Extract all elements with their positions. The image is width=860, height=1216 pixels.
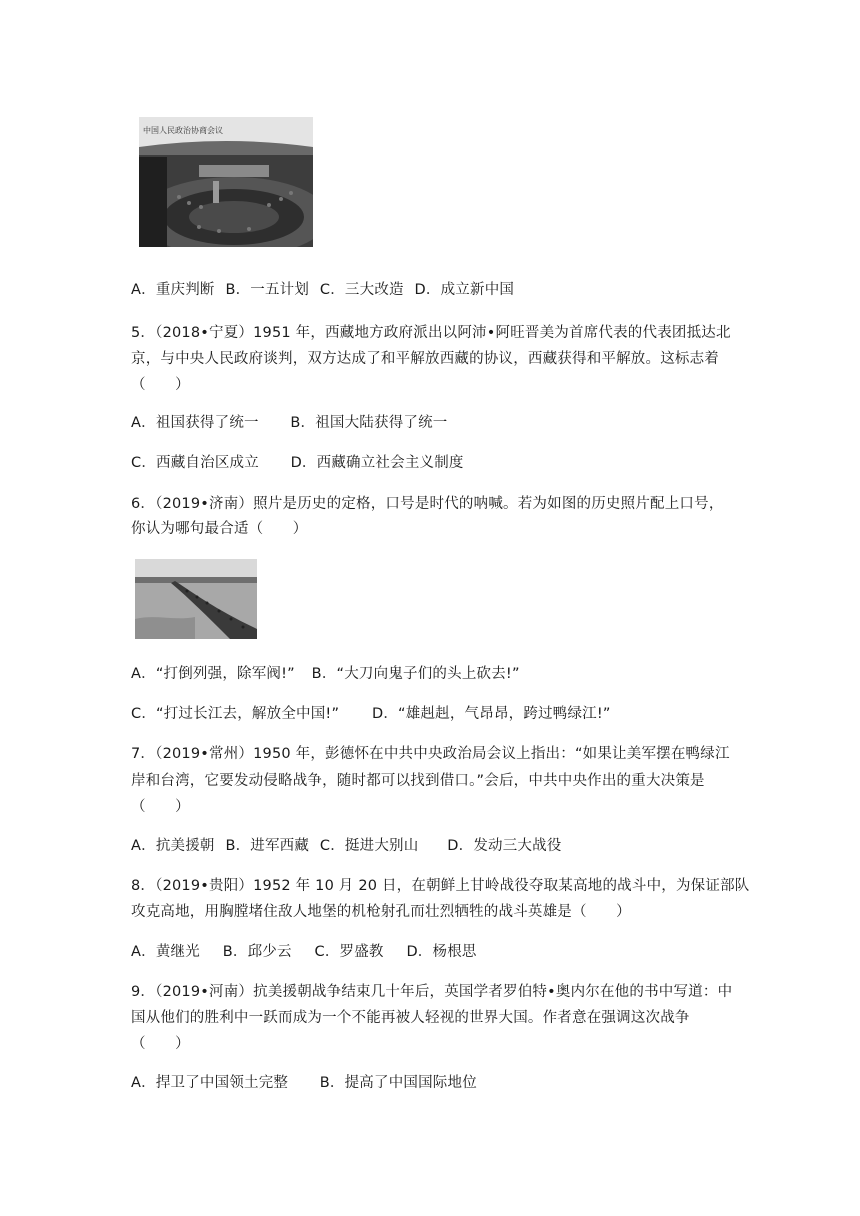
- q5-option-b[interactable]: B．祖国大陆获得了统一: [290, 415, 448, 431]
- photo-banner-text: 中国人民政治协商会议: [143, 126, 223, 135]
- q9-option-b[interactable]: B．提高了中国国际地位: [319, 1075, 477, 1091]
- q5-option-d[interactable]: D．西藏确立社会主义制度: [290, 455, 464, 471]
- q8-stem-line-2: 攻克高地，用胸膛堵住敌人地堡的机枪射孔而壮烈牺牲的战斗英雄是（ ）: [131, 904, 631, 920]
- q5-stem-line-2: 京，与中央人民政府谈判，双方达成了和平解放西藏的协议，西藏获得和平解放。这标志着: [131, 351, 719, 367]
- q7-option-c[interactable]: C．挺进大别山: [319, 838, 419, 854]
- q6-stem-line-2: 你认为哪句最合适（ ）: [131, 521, 308, 537]
- q9-options-row-1: [131, 1073, 477, 1093]
- q5-stem-line-3: （ ）: [131, 377, 190, 393]
- q7-option-d[interactable]: D．发动三大战役: [447, 838, 562, 854]
- q7-option-a[interactable]: A．抗美援朝: [131, 838, 215, 854]
- q4-option-c[interactable]: C．三大改造: [319, 282, 404, 298]
- q5-options-row-2: [131, 453, 464, 473]
- q8-option-a[interactable]: A．黄继光: [131, 944, 200, 960]
- q6-options-row-2: [131, 704, 611, 724]
- q8-option-b[interactable]: B．邱少云: [222, 944, 292, 960]
- q7-stem-line-1: 7．（2019•常州）1950 年，彭德怀在中共中央政治局会议上指出：“如果让美军摆在鸭绿江: [131, 746, 730, 762]
- q6-option-a[interactable]: A．“打倒列强，除军阀!”: [131, 666, 295, 682]
- q7-option-b[interactable]: B．进军西藏: [225, 838, 310, 854]
- q4-option-d[interactable]: D．成立新中国: [414, 282, 515, 298]
- q6-option-b[interactable]: B．“大刀向鬼子们的头上砍去!”: [311, 666, 520, 682]
- troops-crossing-photo: [135, 559, 257, 639]
- q9-stem-line-1: 9．（2019•河南）抗美援朝战争结束几十年后，英国学者罗伯特•奥内尔在他的书中写道：中: [131, 984, 733, 1000]
- q5-stem-line-1: 5．（2018•宁夏）1951 年，西藏地方政府派出以阿沛•阿旺晋美为首席代表的代表团抵达北: [131, 325, 731, 341]
- q8-option-c[interactable]: C．罗盛教: [314, 944, 384, 960]
- q4-options: [131, 280, 514, 300]
- troops-crossing-image: [135, 559, 257, 639]
- q8-stem-line-1: 8．（2019•贵阳）1952 年 10 月 20 日，在朝鲜上甘岭战役夺取某高地的战斗中，为保证部队: [131, 878, 750, 894]
- q5-option-c[interactable]: C．西藏自治区成立: [131, 455, 259, 471]
- q4-option-b[interactable]: B．一五计划: [225, 282, 310, 298]
- conference-hall-image: [139, 117, 313, 247]
- q6-stem-line-1: 6．（2019•济南）照片是历史的定格，口号是时代的呐喊。若为如图的历史照片配上口号，: [131, 496, 724, 512]
- q9-stem-line-3: （ ）: [131, 1036, 190, 1052]
- q5-option-a[interactable]: A．祖国获得了统一: [131, 415, 259, 431]
- q9-option-a[interactable]: A．捍卫了中国领土完整: [131, 1075, 289, 1091]
- q6-option-d[interactable]: D．“雄赳赳，气昂昂，跨过鸭绿江!”: [371, 706, 611, 722]
- q7-options: [131, 836, 562, 856]
- q5-options-row-1: [131, 413, 448, 433]
- q8-option-d[interactable]: D．杨根思: [406, 944, 477, 960]
- q4-option-a[interactable]: A．重庆判断: [131, 282, 215, 298]
- q9-stem-line-2: 国从他们的胜利中一跃而成为一个不能再被人轻视的世界大国。作者意在强调这次战争: [131, 1010, 690, 1026]
- q8-options: [131, 942, 477, 962]
- conference-hall-photo: [139, 117, 313, 247]
- q7-stem-line-2: 岸和台湾，它要发动侵略战争，随时都可以找到借口。”会后，中共中央作出的重大决策是: [131, 773, 705, 789]
- q7-stem-line-3: （ ）: [131, 799, 190, 815]
- q6-option-c[interactable]: C．“打过长江去，解放全中国!”: [131, 706, 340, 722]
- q6-options-row-1: [131, 664, 520, 684]
